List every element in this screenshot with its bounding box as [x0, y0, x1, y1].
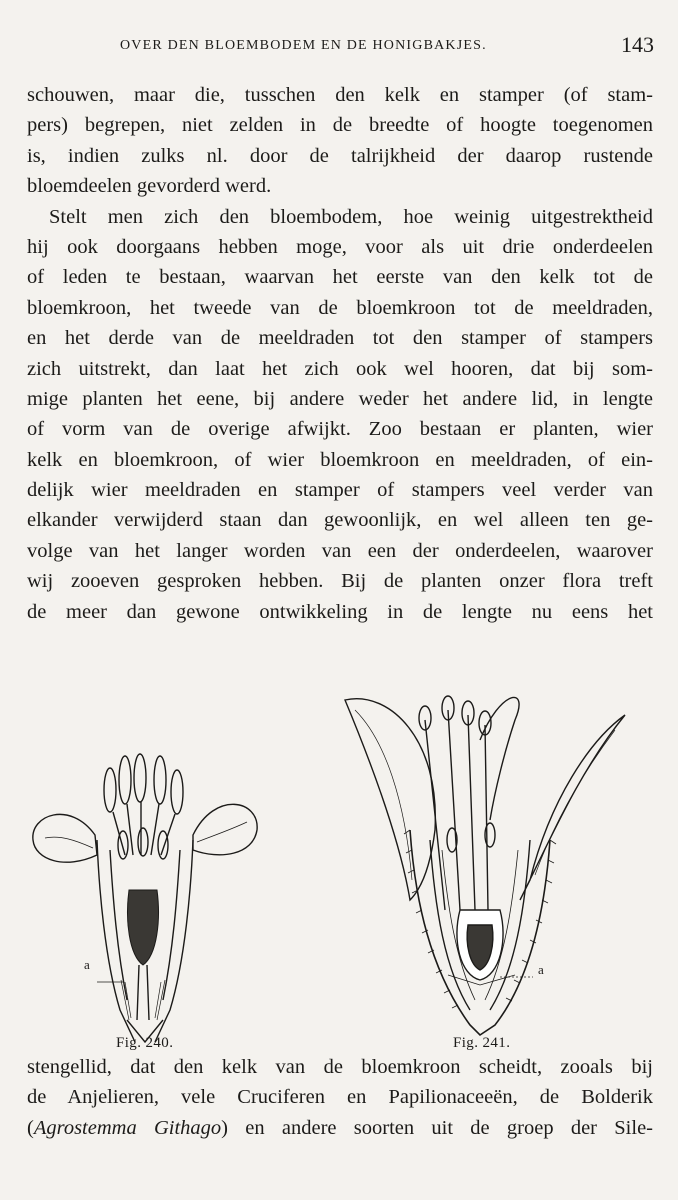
figure-240-caption: Fig. 240. — [116, 1035, 174, 1051]
page-header — [28, 34, 654, 60]
page-number: 143 — [621, 32, 654, 57]
text-line: delijk wier meeldraden en stamper of stampers veel verder van — [27, 479, 653, 502]
species-name: Agrostemma Githago — [33, 1116, 222, 1139]
text-line: de Anjelieren, vele Cruciferen en Papilionaceeën, de Bolderik — [27, 1086, 653, 1109]
text-line: bloemkroon, het tweede van de bloemkroon tot de meeldraden, — [27, 296, 653, 319]
figure-240-label-a: a — [84, 957, 90, 972]
figure-241-label-a: a — [538, 962, 544, 977]
text-line: en het derde van de meeldraden tot den stamper of stampers — [27, 327, 653, 350]
text-line: of vorm van de overige afwijkt. Zoo bestaan er planten, wier — [27, 418, 653, 441]
text-line-mixed — [27, 1113, 653, 1143]
text-line: schouwen, maar die, tusschen den kelk en stamper (of stam- — [27, 84, 653, 106]
text-line: elkander verwijderd staan dan gewoonlijk, en wel alleen ten ge- — [27, 509, 653, 532]
text-line: wij zooeven gesproken hebben. Bij de planten onzer flora treft — [27, 570, 653, 593]
text-line: kelk en bloemkroon, of wier bloemkroon en meeldraden, of ein- — [27, 448, 653, 471]
figure-241-caption: Fig. 241. — [453, 1035, 511, 1051]
body-text-top — [27, 80, 653, 627]
text-line: pers) begrepen, niet zelden in de breedte of hoogte toegenomen — [27, 114, 653, 137]
text-line: Stelt men zich den bloembodem, hoe weinig uitgestrektheid — [49, 205, 653, 228]
paren-open: ( — [27, 1116, 34, 1139]
text-line: of leden te bestaan, waarvan het eerste van den kelk tot de — [27, 266, 653, 289]
running-head: OVER DEN BLOEMBODEM EN DE HONIGBAKJES. — [120, 38, 487, 53]
text-line: volge van het langer worden van een der onderdeelen, waarover — [27, 539, 653, 562]
text-line: is, indien zulks nl. door de talrijkheid der daarop rustende — [27, 144, 653, 167]
figure-241-illustration — [330, 680, 640, 1040]
text-line: hij ook doorgaans hebben moge, voor als uit drie onderdeelen — [27, 235, 653, 258]
text-line-rest: ) en andere soorten uit de groep der Sile- — [221, 1116, 653, 1139]
figures-area — [0, 670, 678, 1055]
figure-240-illustration — [25, 720, 265, 1045]
text-line: bloemdeelen gevorderd werd. — [27, 175, 272, 198]
text-line: de meer dan gewone ontwikkeling in de lengte nu eens het — [27, 600, 653, 623]
text-line: zich uitstrekt, dan laat het zich ook wel hooren, dat bij som- — [27, 357, 653, 380]
text-line: mige planten het eene, bij andere weder het andere lid, in lengte — [27, 387, 653, 410]
text-line: stengellid, dat den kelk van de bloemkroon scheidt, zooals bij — [27, 1056, 653, 1078]
body-text-bottom — [27, 1052, 653, 1143]
